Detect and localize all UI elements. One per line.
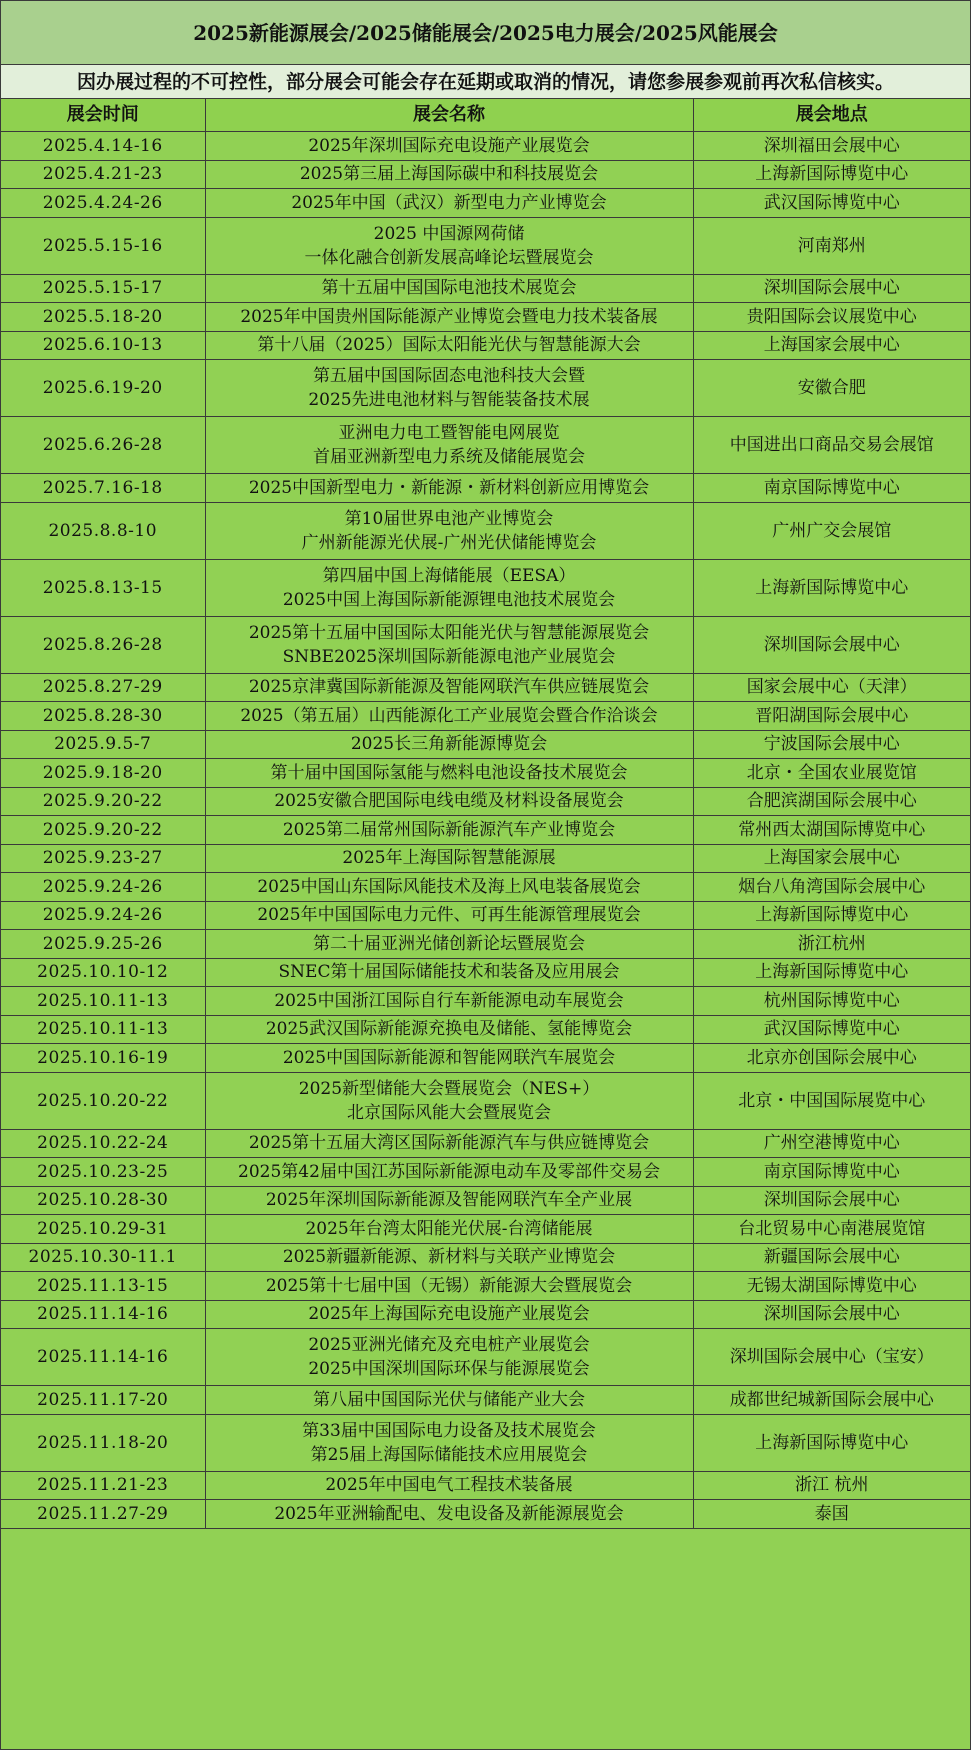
- cell-name: [205, 1158, 693, 1187]
- cell-venue: 上海新国际博览中心: [693, 901, 970, 930]
- cell-date: 2025.7.16-18: [1, 474, 205, 503]
- cell-name: [205, 303, 693, 332]
- table-row: [1, 360, 970, 417]
- name-line: 2025中国深圳国际环保与能源展览会: [308, 1359, 590, 1379]
- cell-date: 2025.8.26-28: [1, 616, 205, 673]
- cell-name: [205, 1386, 693, 1415]
- cell-venue: 广州广交会展馆: [693, 502, 970, 559]
- name-line: 2025亚洲光储充及充电桩产业展览会: [308, 1335, 590, 1355]
- cell-date: 2025.5.15-16: [1, 217, 205, 274]
- name-line: 北京国际风能大会暨展览会: [347, 1102, 551, 1123]
- table-row: [1, 274, 970, 303]
- cell-venue: 北京・全国农业展览馆: [693, 759, 970, 788]
- cell-venue: 中国进出口商品交易会展馆: [693, 417, 970, 474]
- cell-name: [205, 1072, 693, 1129]
- cell-name: [205, 559, 693, 616]
- table-row: [1, 1414, 970, 1471]
- cell-venue: 上海新国际博览中心: [693, 559, 970, 616]
- cell-date: 2025.11.17-20: [1, 1386, 205, 1415]
- cell-date: 2025.9.23-27: [1, 844, 205, 873]
- name-line: 2025第十五届中国国际太阳能光伏与智慧能源展览会: [248, 622, 650, 643]
- cell-name: [205, 730, 693, 759]
- cell-name: [205, 474, 693, 503]
- name-line: 2025武汉国际新能源充换电及储能、氢能博览会: [265, 1019, 633, 1040]
- cell-date: 2025.10.16-19: [1, 1044, 205, 1073]
- cell-name: [205, 901, 693, 930]
- cell-name: [205, 417, 693, 474]
- table-row: [1, 1215, 970, 1244]
- cell-date: 2025.4.14-16: [1, 132, 205, 161]
- cell-name: [205, 1272, 693, 1301]
- notice-banner: 因办展过程的不可控性，部分展会可能会存在延期或取消的情况，请您参展参观前再次私信核实。: [1, 65, 970, 99]
- name-line: 一体化融合创新发展高峰论坛暨展览会: [304, 247, 594, 268]
- table-row: [1, 417, 970, 474]
- name-line: 2025第三届上海国际碳中和科技展览会: [299, 164, 599, 185]
- table-row: [1, 1272, 970, 1301]
- header-row: [1, 99, 970, 132]
- cell-name: [205, 274, 693, 303]
- cell-venue: 北京亦创国际会展中心: [693, 1044, 970, 1073]
- cell-venue: 北京・中国国际展览中心: [693, 1072, 970, 1129]
- name-line: 2025年中国（武汉）新型电力产业博览会: [291, 192, 607, 213]
- table-row: [1, 1129, 970, 1158]
- cell-name: [205, 189, 693, 218]
- name-line: 2025中国山东国际风能技术及海上风电装备展览会: [257, 876, 641, 897]
- cell-name: [205, 1186, 693, 1215]
- table-row: [1, 987, 970, 1016]
- cell-date: 2025.5.18-20: [1, 303, 205, 332]
- cell-date: 2025.10.11-13: [1, 1015, 205, 1044]
- cell-name: [205, 1414, 693, 1471]
- table-row: [1, 502, 970, 559]
- cell-venue: 贵阳国际会议展览中心: [693, 303, 970, 332]
- column-header-name: 展会名称: [205, 99, 693, 132]
- table-row: [1, 1471, 970, 1500]
- cell-name: [205, 616, 693, 673]
- cell-venue: 上海新国际博览中心: [693, 958, 970, 987]
- table-row: [1, 759, 970, 788]
- cell-date: 2025.6.19-20: [1, 360, 205, 417]
- table-row: [1, 1072, 970, 1129]
- table-row: [1, 1243, 970, 1272]
- name-line: 2025长三角新能源博览会: [350, 734, 548, 755]
- name-line: 2025年亚洲输配电、发电设备及新能源展览会: [274, 1503, 624, 1524]
- table-row: [1, 559, 970, 616]
- cell-name: [205, 1500, 693, 1529]
- name-line: 2025年上海国际智慧能源展: [342, 848, 556, 869]
- name-line: 2025年深圳国际充电设施产业展览会: [308, 135, 590, 156]
- cell-date: 2025.11.18-20: [1, 1414, 205, 1471]
- cell-venue: 新疆国际会展中心: [693, 1243, 970, 1272]
- table-row: [1, 901, 970, 930]
- name-line: 2025年中国国际电力元件、可再生能源管理展览会: [257, 905, 641, 926]
- cell-date: 2025.8.13-15: [1, 559, 205, 616]
- cell-date: 2025.11.13-15: [1, 1272, 205, 1301]
- cell-venue: 广州空港博览中心: [693, 1129, 970, 1158]
- name-line: 第五届中国国际固态电池科技大会暨: [313, 366, 585, 386]
- table-row: [1, 474, 970, 503]
- cell-name: [205, 930, 693, 959]
- cell-date: 2025.9.24-26: [1, 873, 205, 902]
- name-line: 2025中国新型电力・新能源・新材料创新应用博览会: [248, 477, 650, 498]
- cell-date: 2025.10.20-22: [1, 1072, 205, 1129]
- table-row: [1, 303, 970, 332]
- name-line: SNEC第十届国际储能技术和装备及应用展会: [278, 962, 620, 983]
- name-line: 第33届中国国际电力设备及技术展览会: [302, 1420, 596, 1441]
- cell-name: [205, 331, 693, 360]
- table-row: [1, 673, 970, 702]
- cell-venue: 南京国际博览中心: [693, 1158, 970, 1187]
- name-line: 2025中国上海国际新能源锂电池技术展览会: [282, 589, 616, 610]
- name-line: 2025新型储能大会暨展览会（NES+）: [298, 1078, 600, 1099]
- table-row: [1, 1158, 970, 1187]
- table-row: [1, 1386, 970, 1415]
- cell-venue: 深圳国际会展中心: [693, 616, 970, 673]
- cell-date: 2025.6.10-13: [1, 331, 205, 360]
- cell-name: [205, 1015, 693, 1044]
- cell-date: 2025.9.20-22: [1, 816, 205, 845]
- table-row: [1, 816, 970, 845]
- cell-venue: 深圳福田会展中心: [693, 132, 970, 161]
- cell-venue: 晋阳湖国际会展中心: [693, 702, 970, 731]
- cell-date: 2025.4.24-26: [1, 189, 205, 218]
- cell-name: [205, 816, 693, 845]
- table-row: [1, 930, 970, 959]
- cell-date: 2025.8.28-30: [1, 702, 205, 731]
- cell-venue: 武汉国际博览中心: [693, 189, 970, 218]
- name-line: 亚洲电力电工暨智能电网展览: [338, 423, 560, 443]
- cell-name: [205, 873, 693, 902]
- cell-name: [205, 844, 693, 873]
- cell-date: 2025.6.26-28: [1, 417, 205, 474]
- cell-venue: 深圳国际会展中心（宝安）: [693, 1329, 970, 1386]
- cell-name: [205, 217, 693, 274]
- cell-venue: 深圳国际会展中心: [693, 1186, 970, 1215]
- name-line: 第十五届中国国际电池技术展览会: [321, 278, 577, 299]
- name-line: 2025第二届常州国际新能源汽车产业博览会: [282, 819, 616, 840]
- cell-venue: 武汉国际博览中心: [693, 1015, 970, 1044]
- cell-venue: 杭州国际博览中心: [693, 987, 970, 1016]
- cell-name: [205, 759, 693, 788]
- cell-name: [205, 1300, 693, 1329]
- name-line: 2025第42届中国江苏国际新能源电动车及零部件交易会: [238, 1161, 660, 1182]
- name-line: 2025中国浙江国际自行车新能源电动车展览会: [274, 990, 624, 1011]
- table-row: [1, 217, 970, 274]
- cell-name: [205, 360, 693, 417]
- cell-venue: 国家会展中心（天津）: [693, 673, 970, 702]
- cell-date: 2025.10.10-12: [1, 958, 205, 987]
- cell-venue: 南京国际博览中心: [693, 474, 970, 503]
- cell-name: [205, 1471, 693, 1500]
- cell-date: 2025.10.11-13: [1, 987, 205, 1016]
- cell-date: 2025.4.21-23: [1, 160, 205, 189]
- cell-name: [205, 702, 693, 731]
- table-row: [1, 958, 970, 987]
- name-line: 2025年深圳国际新能源及智能网联汽车全产业展: [265, 1190, 633, 1211]
- cell-date: 2025.8.27-29: [1, 673, 205, 702]
- cell-date: 2025.10.29-31: [1, 1215, 205, 1244]
- name-line: 第十届中国国际氢能与燃料电池设备技术展览会: [270, 762, 628, 783]
- cell-name: [205, 987, 693, 1016]
- cell-name: [205, 1044, 693, 1073]
- cell-name: [205, 1329, 693, 1386]
- name-line: 2025第十五届大湾区国际新能源汽车与供应链博览会: [248, 1133, 650, 1154]
- table-row: [1, 1329, 970, 1386]
- name-line: 2025年上海国际充电设施产业展览会: [308, 1304, 590, 1325]
- cell-date: 2025.5.15-17: [1, 274, 205, 303]
- name-line: 第二十届亚洲光储创新论坛暨展览会: [313, 933, 585, 954]
- cell-date: 2025.11.27-29: [1, 1500, 205, 1529]
- cell-name: [205, 502, 693, 559]
- cell-venue: 深圳国际会展中心: [693, 1300, 970, 1329]
- cell-venue: 台北贸易中心南港展览馆: [693, 1215, 970, 1244]
- name-line: 第25届上海国际储能技术应用展览会: [310, 1444, 588, 1465]
- cell-venue: 常州西太湖国际博览中心: [693, 816, 970, 845]
- name-line: 第10届世界电池产业博览会: [344, 508, 554, 529]
- exhibition-table: [1, 99, 970, 1529]
- table-row: [1, 702, 970, 731]
- table-row: [1, 787, 970, 816]
- table-row: [1, 616, 970, 673]
- name-line: 首届亚洲新型电力系统及储能展览会: [313, 447, 585, 467]
- table-row: [1, 1500, 970, 1529]
- cell-venue: 无锡太湖国际博览中心: [693, 1272, 970, 1301]
- cell-venue: 上海国家会展中心: [693, 331, 970, 360]
- column-header-date: 展会时间: [1, 99, 205, 132]
- cell-venue: 宁波国际会展中心: [693, 730, 970, 759]
- name-line: SNBE2025深圳国际新能源电池产业展览会: [282, 646, 616, 667]
- table-row: [1, 844, 970, 873]
- cell-venue: 上海新国际博览中心: [693, 160, 970, 189]
- name-line: 2025年台湾太阳能光伏展-台湾储能展: [305, 1218, 593, 1239]
- name-line: 第八届中国国际光伏与储能产业大会: [313, 1389, 585, 1410]
- table-row: [1, 873, 970, 902]
- table-row: [1, 1044, 970, 1073]
- name-line: 2025安徽合肥国际电线电缆及材料设备展览会: [274, 791, 624, 812]
- cell-date: 2025.9.20-22: [1, 787, 205, 816]
- table-row: [1, 189, 970, 218]
- cell-name: [205, 787, 693, 816]
- table-row: [1, 132, 970, 161]
- page-title: 2025新能源展会/2025储能展会/2025电力展会/2025风能展会: [1, 1, 970, 65]
- cell-date: 2025.9.24-26: [1, 901, 205, 930]
- cell-date: 2025.9.5-7: [1, 730, 205, 759]
- cell-date: 2025.11.14-16: [1, 1300, 205, 1329]
- cell-venue: 上海国家会展中心: [693, 844, 970, 873]
- cell-date: 2025.10.30-11.1: [1, 1243, 205, 1272]
- cell-venue: 安徽合肥: [693, 360, 970, 417]
- table-row: [1, 1300, 970, 1329]
- table-row: [1, 331, 970, 360]
- cell-venue: 合肥滨湖国际会展中心: [693, 787, 970, 816]
- cell-venue: 泰国: [693, 1500, 970, 1529]
- cell-date: 2025.8.8-10: [1, 502, 205, 559]
- table-row: [1, 1186, 970, 1215]
- name-line: 广州新能源光伏展-广州光伏储能博览会: [301, 532, 597, 553]
- cell-name: [205, 132, 693, 161]
- name-line: 2025新疆新能源、新材料与关联产业博览会: [282, 1247, 616, 1268]
- cell-date: 2025.10.22-24: [1, 1129, 205, 1158]
- cell-venue: 浙江 杭州: [693, 1471, 970, 1500]
- name-line: 2025中国国际新能源和智能网联汽车展览会: [282, 1047, 616, 1068]
- table-row: [1, 1015, 970, 1044]
- name-line: 第四届中国上海储能展（EESA）: [322, 565, 576, 586]
- column-header-venue: 展会地点: [693, 99, 970, 132]
- cell-name: [205, 958, 693, 987]
- cell-date: 2025.11.21-23: [1, 1471, 205, 1500]
- table-row: [1, 160, 970, 189]
- cell-venue: 河南郑州: [693, 217, 970, 274]
- cell-date: 2025.11.14-16: [1, 1329, 205, 1386]
- cell-name: [205, 1129, 693, 1158]
- cell-name: [205, 1215, 693, 1244]
- cell-venue: 深圳国际会展中心: [693, 274, 970, 303]
- name-line: 2025第十七届中国（无锡）新能源大会暨展览会: [265, 1275, 633, 1296]
- name-line: 第十八届（2025）国际太阳能光伏与智慧能源大会: [257, 335, 641, 356]
- cell-date: 2025.9.18-20: [1, 759, 205, 788]
- table-body: [1, 132, 970, 1529]
- name-line: 2025京津冀国际新能源及智能网联汽车供应链展览会: [248, 677, 650, 698]
- name-line: 2025年中国电气工程技术装备展: [325, 1475, 573, 1496]
- cell-date: 2025.9.25-26: [1, 930, 205, 959]
- cell-venue: 浙江杭州: [693, 930, 970, 959]
- name-line: 2025先进电池材料与智能装备技术展: [308, 390, 590, 410]
- cell-date: 2025.10.23-25: [1, 1158, 205, 1187]
- cell-date: 2025.10.28-30: [1, 1186, 205, 1215]
- cell-name: [205, 673, 693, 702]
- cell-name: [205, 1243, 693, 1272]
- name-line: 2025（第五届）山西能源化工产业展览会暨合作洽谈会: [240, 705, 658, 726]
- name-line: 2025年中国贵州国际能源产业博览会暨电力技术装备展: [240, 306, 658, 327]
- cell-name: [205, 160, 693, 189]
- cell-venue: 上海新国际博览中心: [693, 1414, 970, 1471]
- name-line: 2025 中国源网荷储: [373, 223, 525, 244]
- table-row: [1, 730, 970, 759]
- cell-venue: 成都世纪城新国际会展中心: [693, 1386, 970, 1415]
- cell-venue: 烟台八角湾国际会展中心: [693, 873, 970, 902]
